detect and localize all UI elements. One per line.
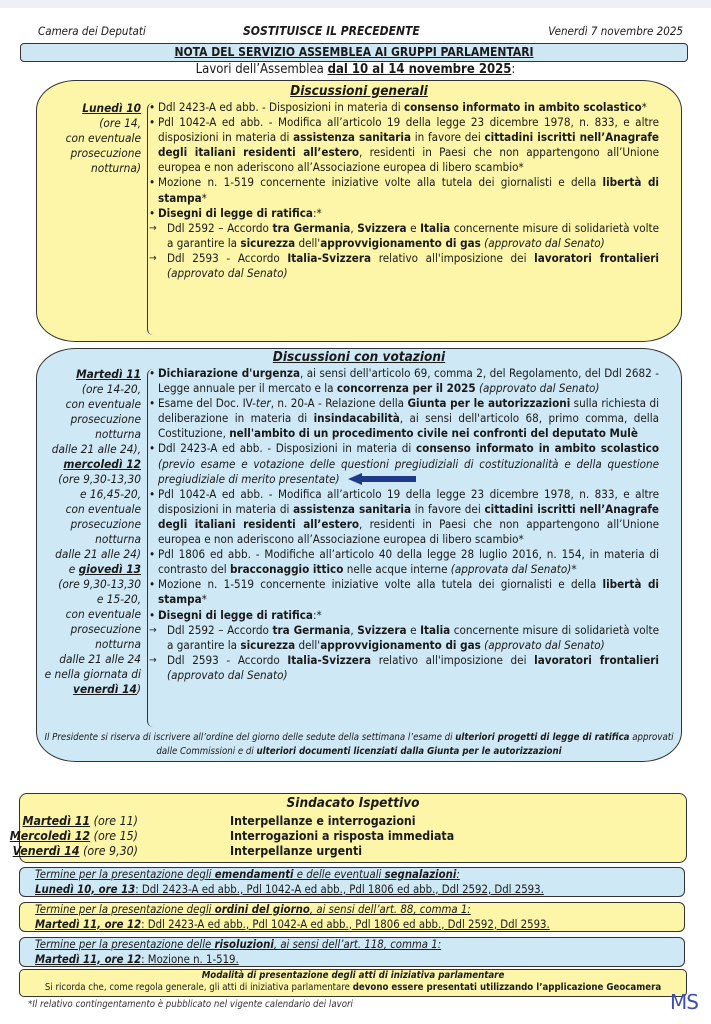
day-note: notturna xyxy=(95,637,141,651)
sindacato-day: Venerdì 14 (ore 9,30) xyxy=(12,844,138,858)
termine-label: Termine per la presentazione delle risoluzioni, ai sensi dell’art. 118, comma 1: xyxy=(35,938,442,951)
lavori-subtitle xyxy=(0,62,711,77)
header-institution: Camera dei Deputati xyxy=(38,24,146,38)
sindacato-activity: Interrogazioni a risposta immediata xyxy=(230,829,455,843)
day-note: dalle 21 alle 24 xyxy=(59,652,141,666)
ratifica-item: → Ddl 2592 – Accordo tra Germania, Svizzera e Italia concernente misure di solidarietà volte a garantire la sicurezza dell'approvvigionamento di gas (approvato dal Senato) xyxy=(149,221,659,251)
day-note: con eventuale xyxy=(65,502,141,516)
day-label: e giovedì 13 xyxy=(68,562,141,576)
day-note: prosecuzione xyxy=(70,622,141,636)
agenda-item-sanitaria: • Pdl 1042-A ed abb. - Modifica all’articolo 19 della legge 23 dicembre 1978, n. 833, e altre disposizioni in materia di assistenza sanitaria in favore dei cittadini iscritti nell’Anagrafe degli italiani residenti all’estero, residenti in Paesi che non appartengono all’Unione europea e non aderiscono all’Associazione europea di libero scambio* xyxy=(149,487,659,547)
sindacato-activity: Interpellanze urgenti xyxy=(230,844,363,858)
day-note: con eventuale xyxy=(65,397,141,411)
sindacato-ispettivo-panel xyxy=(9,793,687,863)
nota-title: NOTA DEL SERVIZIO ASSEMBLEA AI GRUPPI PARLAMENTARI xyxy=(20,43,688,62)
day-note: (ore 14-20, xyxy=(81,382,141,396)
day-label: venerdì 14) xyxy=(73,682,141,696)
agenda-item-bracconaggio: • Pdl 1806 ed abb. - Modifiche all’articolo 40 della legge 28 luglio 2016, n. 154, in materia di contrasto del bracconaggio ittico nelle acque interne (approvata dal Senato)* xyxy=(149,547,659,577)
termine-label: Termine per la presentazione degli ordini del giorno, ai sensi dell’art. 88, comma 1: xyxy=(35,903,471,916)
agenda-item: • Ddl 2423-A ed abb. - Disposizioni in materia di consenso informato in ambito scolastico* xyxy=(149,100,659,115)
termine-box xyxy=(19,937,685,967)
modalita-text: Si ricorda che, come regola generale, gli atti di iniziativa parlamentare devono essere presentati utilizzando l’applicazione Geocamera xyxy=(44,982,662,993)
sindacato-day: Martedì 11 (ore 11) xyxy=(22,814,138,828)
day-note: prosecuzione xyxy=(70,517,141,531)
handwritten-initials: MS xyxy=(670,990,698,1014)
panel-title: Discussioni generali xyxy=(290,83,428,99)
day-column xyxy=(37,367,141,697)
ratifica-item: → Ddl 2592 – Accordo tra Germania, Svizzera e Italia concernente misure di solidarietà volte a garantire la sicurezza dell'approvvigionamento di gas (approvato dal Senato) xyxy=(149,623,659,653)
termine-detail: Martedì 11, ore 12: Ddl 2423-A ed abb., Pdl 1042-A ed abb., Pdl 1806 ed abb., Ddl 2592, Ddl 2593. xyxy=(35,917,550,931)
termine-detail: Lunedì 10, ore 13: Ddl 2423-A ed abb., Pdl 1042-A ed abb., Pdl 1806 ed abb., Ddl 2592, Ddl 2593. xyxy=(35,882,544,896)
day-note: prosecuzione xyxy=(70,412,141,426)
agenda-item-urgenza: • Dichiarazione d'urgenza, ai sensi dell'articolo 69, comma 2, del Regolamento, del Ddl 2682 - Legge annuale per il mercato e la concorrenza per il 2025 (approvato dal Senato) xyxy=(149,366,659,396)
sindacato-activity: Interpellanze e interrogazioni xyxy=(230,814,416,828)
top-strip xyxy=(0,0,711,8)
lavori-suffix: : xyxy=(511,62,516,77)
day-note: notturna) xyxy=(91,161,141,175)
agenda-item: • Pdl 1042-A ed abb. - Modifica all’articolo 19 della legge 23 dicembre 1978, n. 833, e altre disposizioni in materia di assistenza sanitaria in favore dei cittadini iscritti nell’Anagrafe degli italiani residenti all’estero, residenti in Paesi che non appartengono all’Unione europea e non aderiscono all’Associazione europea di libero scambio* xyxy=(149,115,659,175)
day-note: con eventuale xyxy=(65,607,141,621)
day-note: (ore 14, xyxy=(99,116,141,130)
day-note: e 15-20, xyxy=(96,592,141,606)
agenda-items xyxy=(149,366,659,683)
termine-label: Termine per la presentazione degli emendamenti e delle eventuali segnalazioni: xyxy=(35,868,460,881)
lavori-prefix: Lavori dell’Assemblea xyxy=(195,62,328,77)
day-note: e 16,45-20, xyxy=(80,487,141,501)
lavori-range: dal 10 al 14 novembre 2025 xyxy=(327,62,512,77)
discussioni-generali-panel xyxy=(36,80,682,342)
panel-title: Sindacato Ispettivo xyxy=(286,795,420,811)
agenda-item-mozione: • Mozione n. 1-519 concernente iniziative volte alla tutela dei giornalisti e della libertà di stampa* xyxy=(149,577,659,607)
agenda-item-consenso: • Ddl 2423-A ed abb. - Disposizioni in materia di consenso informato in ambito scolastico (previo esame e votazione delle questioni pregiudiziali di costituzionalità e della questione pregiudiziale di merito presentate) xyxy=(149,441,659,486)
day-label: mercoledì 12 xyxy=(63,457,141,471)
agenda-item: • Disegni di legge di ratifica:* xyxy=(149,206,659,221)
day-note: prosecuzione xyxy=(70,146,141,160)
discussioni-votazioni-panel xyxy=(36,348,682,762)
agenda-items xyxy=(149,100,659,281)
agenda-item-giunta: • Esame del Doc. IV-ter, n. 20-A - Relazione della Giunta per le autorizzazioni sulla richiesta di deliberazione in materia di insindacabilità, ai sensi dell'articolo 68, primo comma, della Costituzione, nell'ambito di un procedimento civile nei confronti del deputato Mulè xyxy=(149,396,659,441)
day-note: dalle 21 alle 24) xyxy=(55,547,141,561)
day-note: con eventuale xyxy=(65,131,141,145)
header-date: Venerdì 7 novembre 2025 xyxy=(548,24,683,38)
day-column xyxy=(37,101,141,176)
termine-box xyxy=(19,867,685,897)
termine-box xyxy=(19,902,685,932)
modalita-title: Modalità di presentazione degli atti di iniziativa parlamentare xyxy=(201,970,505,981)
presidente-note: Il Presidente si riserva di iscrivere all’ordine del giorno delle sedute della settimana l’esame di ulteriori progetti di legge di ratifica approvati dalle Commissioni e di ulteriori documenti licenziati dalla Giunta per le autorizzazioni xyxy=(44,732,674,757)
day-note: notturna xyxy=(95,427,141,441)
day-note: dalle 21 alle 24), xyxy=(51,442,141,456)
panel-title: Discussioni con votazioni xyxy=(272,349,446,365)
header-replaces-notice: SOSTITUISCE IL PRECEDENTE xyxy=(243,24,420,38)
modalita-panel xyxy=(19,969,687,997)
day-note: e nella giornata di xyxy=(44,667,141,681)
footnote: *Il relativo contingentamento è pubblicato nel vigente calendario dei lavori xyxy=(28,999,353,1010)
left-arrow-icon xyxy=(348,473,416,485)
agenda-item: • Mozione n. 1-519 concernente iniziative volte alla tutela dei giornalisti e della libertà di stampa* xyxy=(149,175,659,205)
day-note: (ore 9,30-13,30 xyxy=(58,472,141,486)
termine-detail: Martedì 11, ore 12: Mozione n. 1-519. xyxy=(35,952,239,966)
sindacato-day: Mercoledì 12 (ore 15) xyxy=(9,829,138,843)
agenda-item-ratifica: • Disegni di legge di ratifica:* xyxy=(149,608,659,623)
ratifica-item: → Ddl 2593 - Accordo Italia-Svizzera relativo all'imposizione dei lavoratori frontalieri (approvato dal Senato) xyxy=(149,251,659,281)
document-header xyxy=(38,24,683,40)
day-note: (ore 9,30-13,30 xyxy=(58,577,141,591)
day-note: notturna xyxy=(95,532,141,546)
day-label: Lunedì 10 xyxy=(82,101,141,115)
day-label: Martedì 11 xyxy=(76,367,141,381)
ratifica-item: → Ddl 2593 - Accordo Italia-Svizzera relativo all'imposizione dei lavoratori frontalieri (approvato dal Senato) xyxy=(149,653,659,683)
